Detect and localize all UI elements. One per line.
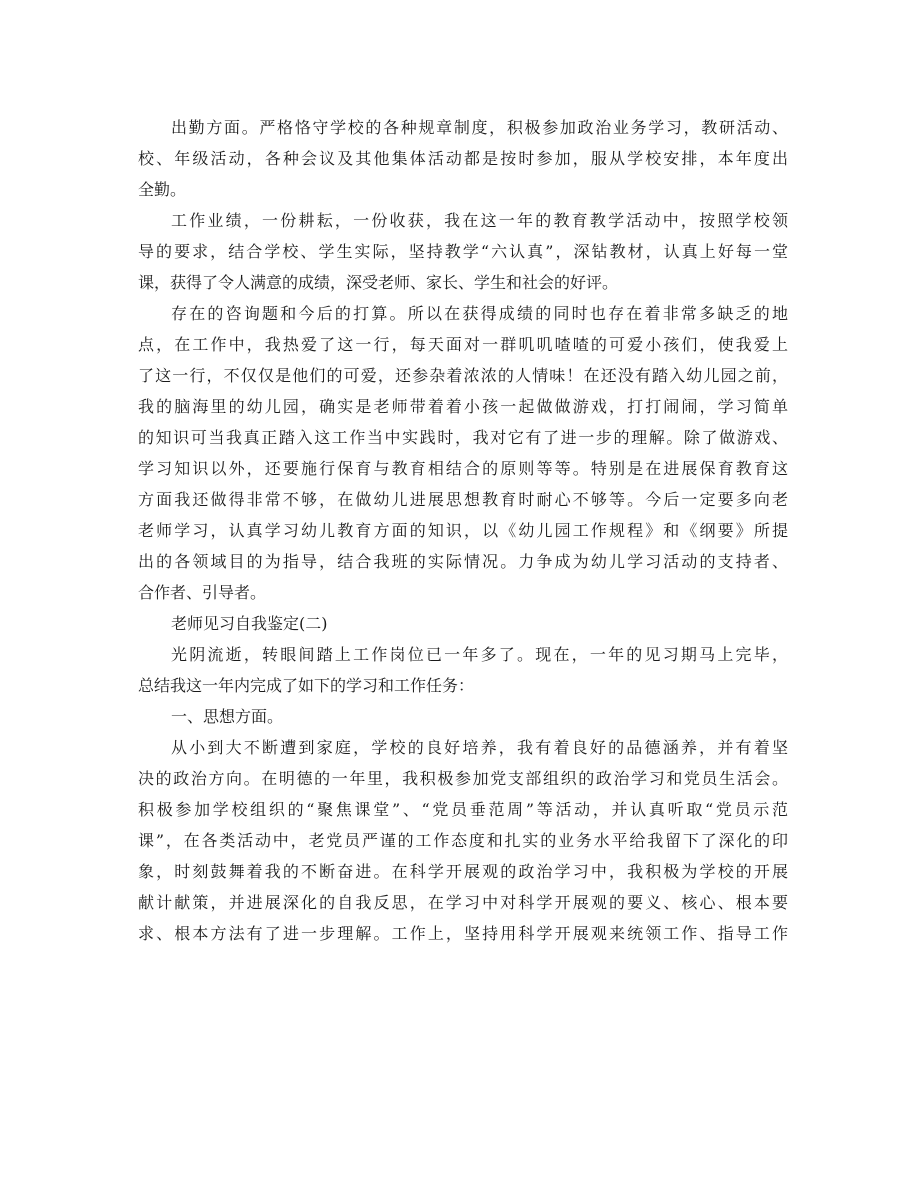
paragraph-line: 积极参加学校组织的“聚焦课堂”、“党员垂范周”等活动，并认真听取“党员示范	[138, 800, 788, 819]
paragraph-line: 总结我这一年内完成了如下的学习和工作任务：	[138, 676, 475, 695]
paragraph-line: 合作者、引导者。	[138, 583, 267, 602]
document-body	[138, 112, 788, 949]
paragraph-line: 工作业绩，一份耕耘，一份收获，我在这一年的教育教学活动中，按照学校领	[171, 211, 788, 230]
paragraph-line: 学习知识以外，还要施行保育与教育相结合的原则等等。特别是在进展保育教育这	[138, 459, 788, 478]
paragraph-line: 我的脑海里的幼儿园，确实是老师带着着小孩一起做做游戏，打打闹闹，学习简单	[138, 397, 788, 416]
paragraph-line: 导的要求，结合学校、学生实际，坚持教学“六认真”，深钻教材，认真上好每一堂	[138, 242, 788, 261]
paragraph-line: 求、根本方法有了进一步理解。工作上，坚持用科学开展观来统领工作、指导工作	[138, 924, 788, 943]
section-heading: 老师见习自我鉴定(二)	[171, 614, 328, 633]
paragraph-line: 光阴流逝，转眼间踏上工作岗位已一年多了。现在，一年的见习期马上完毕，	[171, 645, 788, 664]
paragraph-line: 课，获得了令人满意的成绩，深受老师、家长、学生和社会的好评。	[138, 273, 619, 292]
paragraph-line: 老师学习，认真学习幼儿教育方面的知识，以《幼儿园工作规程》和《纲要》所提	[138, 521, 788, 540]
paragraph-line: 象，时刻鼓舞着我的不断奋进。在科学开展观的政治学习中，我积极为学校的开展	[138, 862, 788, 881]
subsection-heading: 一、思想方面。	[171, 707, 284, 726]
paragraph-line: 点，在工作中，我热爱了这一行，每天面对一群叽叽喳喳的可爱小孩们，使我爱上	[138, 335, 788, 354]
paragraph-line: 课”，在各类活动中，老党员严谨的工作态度和扎实的业务水平给我留下了深化的印	[138, 831, 788, 850]
paragraph-line: 了这一行，不仅仅是他们的可爱，还参杂着浓浓的人情味！在还没有踏入幼儿园之前，	[138, 366, 788, 385]
paragraph-line: 全勤。	[138, 180, 187, 199]
paragraph-line: 献计献策，并进展深化的自我反思，在学习中对科学开展观的要义、核心、根本要	[138, 893, 788, 912]
paragraph-line: 出的各领域目的为指导，结合我班的实际情况。力争成为幼儿学习活动的支持者、	[138, 552, 788, 571]
paragraph-line: 从小到大不断遭到家庭，学校的良好培养，我有着良好的品德涵养，并有着坚	[171, 738, 788, 757]
paragraph-line: 决的政治方向。在明德的一年里，我积极参加党支部组织的政治学习和党员生活会。	[138, 769, 788, 788]
paragraph-line: 校、年级活动，各种会议及其他集体活动都是按时参加，服从学校安排，本年度出	[138, 149, 788, 168]
paragraph-line: 的知识可当我真正踏入这工作当中实践时，我对它有了进一步的理解。除了做游戏、	[138, 428, 788, 447]
paragraph-line: 方面我还做得非常不够，在做幼儿进展思想教育时耐心不够等。今后一定要多向老	[138, 490, 788, 509]
paragraph-line: 出勤方面。严格恪守学校的各种规章制度，积极参加政治业务学习，教研活动、	[171, 118, 788, 137]
paragraph-line: 存在的咨询题和今后的打算。所以在获得成绩的同时也存在着非常多缺乏的地	[171, 304, 788, 323]
